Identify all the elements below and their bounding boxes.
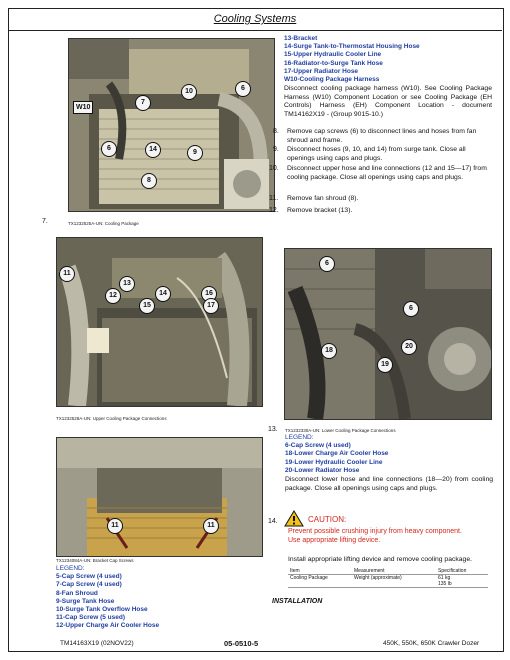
legend-item: 13-Bracket bbox=[284, 35, 318, 42]
callout-6b: 6 bbox=[403, 301, 419, 317]
legend-title: LEGEND: bbox=[56, 565, 85, 572]
legend-item: 20-Lower Radiator Hose bbox=[285, 466, 360, 474]
footer-center: 05-0510-5 bbox=[224, 639, 259, 648]
figure4-caption: TX1234084A-UN: Bracket Cap Screws bbox=[56, 558, 134, 563]
callout-18: 18 bbox=[321, 343, 337, 359]
page-header bbox=[8, 8, 502, 31]
figure-lower-connections bbox=[284, 248, 492, 420]
legend-item: W10-Cooling Package Harness bbox=[284, 76, 380, 84]
callout-15: 15 bbox=[139, 298, 155, 314]
step13-legend bbox=[285, 434, 495, 475]
legend-item: 12-Upper Charge Air Cooler Hose bbox=[56, 622, 160, 630]
callout-11: 11 bbox=[59, 266, 75, 282]
spec-header-measurement: Measurement bbox=[352, 568, 436, 575]
step-10-number: 10. bbox=[269, 165, 279, 172]
footer-right: 450K, 550K, 650K Crawler Dozer bbox=[383, 640, 480, 647]
callout-w10: W10 bbox=[73, 101, 93, 114]
step-9-text: Disconnect hoses (9, 10, and 14) from surge tank. Close all openings using caps and plugs. bbox=[287, 146, 466, 162]
step-14-number: 14. bbox=[268, 518, 278, 525]
callout-6a: 6 bbox=[319, 256, 335, 272]
page-title: Cooling Systems bbox=[213, 13, 297, 25]
callout-11a: 11 bbox=[107, 518, 123, 534]
callout-12: 12 bbox=[105, 288, 121, 304]
step-12-number: 12. bbox=[269, 207, 279, 214]
legend-item: 7-Cap Screw (4 used) bbox=[56, 581, 122, 589]
legend-item: 8-Fan Shroud bbox=[56, 589, 98, 597]
callout-7: 7 bbox=[135, 95, 151, 111]
spec-header-specification: Specification bbox=[436, 568, 488, 575]
callout-14: 14 bbox=[145, 142, 161, 158]
legend-item: 19-Lower Hydraulic Cooler Line bbox=[285, 458, 383, 466]
caution-label: CAUTION: bbox=[308, 515, 347, 524]
figure-bracket-cap-screws bbox=[56, 437, 263, 557]
legend-item: 18-Lower Charge Air Cooler Hose bbox=[285, 450, 389, 458]
caution-warning-icon bbox=[284, 510, 304, 527]
step-7-number: 7. bbox=[42, 218, 48, 225]
figure1-caption: TX1232525A-UN: Cooling Package bbox=[68, 221, 139, 226]
callout-16: 16 bbox=[201, 286, 217, 302]
legend-title: LEGEND: bbox=[285, 434, 314, 441]
installation-heading: INSTALLATION bbox=[272, 598, 323, 605]
step14-instruction: Install appropriate lifting device and remove cooling package. bbox=[288, 556, 473, 563]
legend-item: 6-Cap Screw (4 used) bbox=[285, 442, 351, 450]
callout-6b: 6 bbox=[101, 141, 117, 157]
callout-19: 19 bbox=[377, 357, 393, 373]
legend-item: 10-Surge Tank Overflow Hose bbox=[56, 606, 148, 614]
spec-item: Cooling Package bbox=[288, 575, 352, 588]
callout-6a: 6 bbox=[235, 81, 251, 97]
legend-item: 11-Cap Screw (5 used) bbox=[56, 614, 125, 622]
spec-measurement: Weight (approximate) bbox=[352, 575, 436, 588]
step-13-number: 13. bbox=[268, 426, 278, 433]
legend-item: 14-Surge Tank-to-Thermostat Housing Hose bbox=[284, 43, 420, 51]
step-8-number: 8. bbox=[273, 128, 279, 135]
footer-left: TM14163X19 (02NOV22) bbox=[60, 640, 134, 647]
legend-item: 15-Upper Hydraulic Cooler Line bbox=[284, 51, 382, 59]
step-12-text: Remove bracket (13). bbox=[287, 207, 353, 214]
caution-text-2: Use appropriate lifting device. bbox=[288, 537, 381, 544]
figure-cooling-package bbox=[68, 38, 275, 212]
callout-20: 20 bbox=[401, 339, 417, 355]
bottom-legend bbox=[56, 565, 256, 631]
step-11-number: 11. bbox=[269, 195, 279, 202]
intro-paragraph: Disconnect cooling package harness (W10). See Cooling Package Harness (W10) Component Location or see Cooling Package (EH Controls) Harness (EH) Component Location - document TM14162X19 - (Group 9015-10.) bbox=[284, 85, 492, 118]
top-legend bbox=[284, 35, 496, 84]
step-8-text: Remove cap screws (6) to disconnect lines and hoses from fan shroud and frame. bbox=[287, 128, 477, 144]
spec-header-item: Item bbox=[288, 568, 352, 575]
spec-value-imperial: 135 lb bbox=[438, 581, 452, 587]
callout-17: 17 bbox=[203, 298, 219, 314]
figure-upper-connections bbox=[56, 237, 263, 407]
legend-item: 16-Radiator-to-Surge Tank Hose bbox=[284, 59, 383, 67]
figure3-caption: TX1232330A-UN: Lower Cooling Package Connections bbox=[285, 428, 396, 433]
callout-14: 14 bbox=[155, 286, 171, 302]
spec-value-metric: 61 kg bbox=[438, 575, 451, 581]
cooling-package-photo bbox=[69, 39, 274, 211]
spec-table bbox=[288, 568, 488, 588]
table-row bbox=[288, 575, 488, 588]
lower-connections-photo bbox=[285, 249, 491, 419]
figure2-caption: TX1232528A-UN: Upper Cooling Package Connections bbox=[56, 416, 167, 421]
spec-value bbox=[436, 575, 488, 588]
step-9-number: 9. bbox=[273, 146, 279, 153]
callout-10: 10 bbox=[181, 84, 197, 100]
callout-11b: 11 bbox=[203, 518, 219, 534]
callout-8: 8 bbox=[141, 173, 157, 189]
step-11-text: Remove fan shroud (8). bbox=[287, 195, 359, 202]
callout-13: 13 bbox=[119, 276, 135, 292]
upper-connections-photo bbox=[57, 238, 262, 406]
caution-text-1: Prevent possible crushing injury from heavy component. bbox=[288, 528, 462, 535]
callout-9: 9 bbox=[187, 145, 203, 161]
bracket-cap-screws-photo bbox=[57, 438, 262, 556]
step13-text: Disconnect lower hose and line connections (18—20) from cooling package. Close all openings using caps and plugs. bbox=[285, 476, 493, 492]
legend-item: 5-Cap Screw (4 used) bbox=[56, 573, 122, 581]
legend-item: 17-Upper Radiator Hose bbox=[284, 67, 359, 75]
step-10-text: Disconnect upper hose and line connections (12 and 15—17) from cooling package. Close all openings using caps and plugs. bbox=[287, 165, 487, 181]
legend-item: 9-Surge Tank Hose bbox=[56, 597, 115, 605]
